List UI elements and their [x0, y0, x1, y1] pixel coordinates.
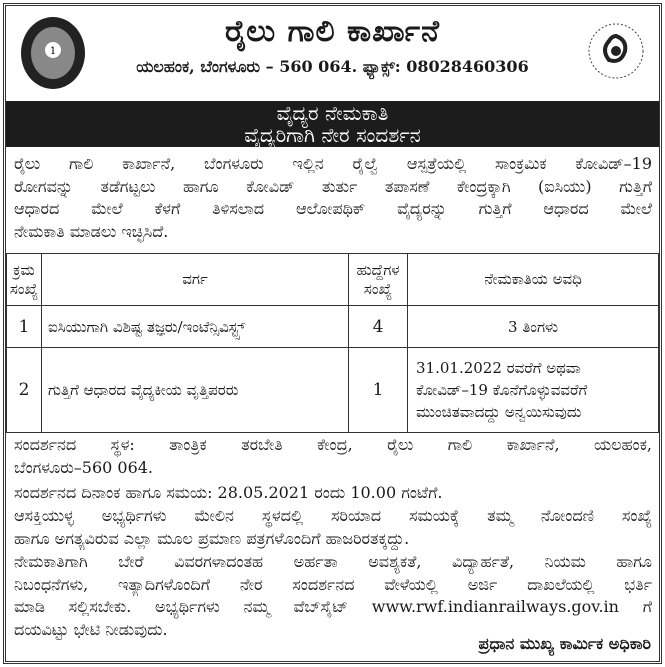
datetime-paragraph [14, 482, 652, 505]
details-paragraph [14, 551, 652, 641]
notice-title: ವೈದ್ಯರ ನೇಮಕಾತಿ [276, 101, 389, 125]
col-posts: ಹುದ್ದೆಗಳ ಸಂಖ್ಯೆ [349, 254, 408, 306]
organization-title: ರೈಲು ಗಾಲಿ ಕಾರ್ಖಾನೆ [225, 14, 440, 49]
text-line: ಹಾಗೂ ಅಗತ್ಯವಿರುವ ಎಲ್ಲಾ ಮೂಲ ಪ್ರಮಾಣ ಪತ್ರಗಳೊಂದಿಗೆ ಹಾಜರಿರತಕ್ಕದ್ದು. [14, 528, 410, 548]
notice-title-band [6, 101, 659, 147]
text-line: ಬೆಂಗಳೂರು–560 064. [14, 457, 154, 477]
text-line: ಆಧಾರದ ಮೇಲೆ ಕೆಳಗೆ ತಿಳಿಸಲಾದ ಆಲೋಪಥಿಕ್ ವೈದ್ಯರನ್ನು ಗುತ್ತಿಗೆ ಆಧಾರದ ಮೇಲೆ [14, 199, 652, 218]
text-line: ಸಂದರ್ಶನದ ಸ್ಥಳ: ತಾಂತ್ರಿಕ ತರಬೇತಿ ಕೇಂದ್ರ, ರೈಲು ಗಾಲಿ ಕಾರ್ಖಾನೆ, ಯಲಹಂಕ, [14, 435, 652, 454]
venue-paragraph [14, 434, 652, 479]
text-line: ಸಂದರ್ಶನದ ದಿನಾಂಕ ಹಾಗೂ ಸಮಯ: 28.05.2021 ರಂದು 10.00 ಗಂಟೆಗೆ. [14, 483, 443, 502]
header [6, 6, 659, 101]
table-header-row [7, 254, 659, 306]
text-line: ಆಸಕ್ತಿಯುಳ್ಳ ಅಭ್ಯರ್ಥಿಗಳು ಮೇಲಿನ ಸ್ಥಳದಲ್ಲಿ ಸರಿಯಾದ ಸಮಯಕ್ಕೆ ತಮ್ಮ ನೋಂದಣಿ ಸಂಖ್ಯೆ [14, 506, 652, 525]
text-line: ಮಾಡಿ ಸಲ್ಲಿಸಬೇಕು. ಅಭ್ಯರ್ಥಿಗಳು ನಮ್ಮ ವೆಬ್‌ಸೈಟ್ www.rwf.indianrailways.gov.in ಗೆ [14, 597, 652, 616]
rwf-logo-icon [587, 14, 645, 88]
table-row [7, 306, 659, 348]
posts-cell: 1 [349, 348, 408, 433]
col-category: ವರ್ಗ [42, 254, 349, 306]
vacancy-table [6, 253, 659, 433]
advertisement [3, 3, 662, 664]
col-period: ನೇಮಕಾತಿಯ ಅವಧಿ [408, 254, 659, 306]
notice-subtitle: ವೈದ್ಯರಿಗಾಗಿ ನೇರ ಸಂದರ್ಶನ [244, 123, 421, 147]
address-fax: ಯಲಹಂಕ, ಬೆಂಗಳೂರು – 560 064. ಫ್ಯಾಕ್ಸ್: 08028460306 [136, 57, 529, 76]
table-row [7, 348, 659, 433]
text-line: ನೇಮಕಾತಿ ಮಾಡಲು ಇಚ್ಛಿಸಿದೆ. [14, 221, 169, 241]
svg-text:1: 1 [49, 46, 57, 57]
serial-cell: 2 [7, 348, 42, 433]
serial-cell: 1 [7, 306, 42, 348]
col-serial: ಕ್ರಮ ಸಂಖ್ಯೆ [7, 254, 42, 306]
period-cell: 31.01.2022 ರವರೆಗೆ ಅಥವಾ ಕೋವಿಡ್–19 ಕೊನೆಗೊಳ್ಳುವವರೆಗೆ ಮುಂಚಿತವಾದದ್ದು ಅನ್ವಯಿಸುವುದು [408, 348, 659, 433]
signature-designation: ಪ್ರಧಾನ ಮುಖ್ಯ ಕಾರ್ಮಿಕ ಅಧಿಕಾರಿ [478, 634, 651, 653]
intro-paragraph [14, 153, 652, 243]
category-cell: ಗುತ್ತಿಗೆ ಆಧಾರದ ವೈದ್ಯಕೀಯ ವೃತ್ತಿಪರರು [42, 348, 349, 433]
text-line: ರೈಲು ಗಾಲಿ ಕಾರ್ಖಾನೆ, ಬೆಂಗಳೂರು ಇಲ್ಲಿನ ರೈಲ್ವೆ ಆಸ್ಪತ್ರೆಯಲ್ಲಿ ಸಾಂಕ್ರಮಿಕ ಕೋವಿಡ್–19 [14, 154, 652, 173]
text-line: ನೇಮಕಾತಿಗಾಗಿ ಬೇರೆ ವಿವರಗಳಾದಂತಹ ಅರ್ಹತಾ ಅವಶ್ಯಕತೆ, ವಿದ್ಯಾರ್ಹತೆ, ನಿಯಮ ಹಾಗೂ [14, 552, 652, 571]
candidates-paragraph [14, 505, 652, 550]
indian-railways-logo-icon [18, 14, 88, 92]
posts-cell: 4 [349, 306, 408, 348]
period-cell: 3 ತಿಂಗಳು [408, 306, 659, 348]
text-line: ದಯವಿಟ್ಟು ಭೇಟಿ ನೀಡುವುದು. [14, 619, 168, 639]
text-line: ರೋಗವನ್ನು ತಡೆಗಟ್ಟಲು ಹಾಗೂ ಕೋವಿಡ್ ತುರ್ತು ತಪಾಸಣೆ ಕೇಂದ್ರಕ್ಕಾಗಿ (ಐಸಿಯು) ಗುತ್ತಿಗೆ [14, 176, 652, 196]
text-line: ನಿಬಂಧನೆಗಳು, ಇತ್ಯಾದಿಗಳೊಂದಿಗೆ ನೇರ ಸಂದರ್ಶನದ ವೇಳೆಯಲ್ಲಿ ಅರ್ಜಿ ದಾಖಲೆಯಲ್ಲಿ ಭರ್ತಿ [14, 574, 652, 594]
category-cell: ಐಸಿಯುಗಾಗಿ ವಿಶಿಷ್ಟ ತಜ್ಞರು/ಇಂಟೆನ್ಸಿವಿಸ್ಟ್ಸ್ [42, 306, 349, 348]
